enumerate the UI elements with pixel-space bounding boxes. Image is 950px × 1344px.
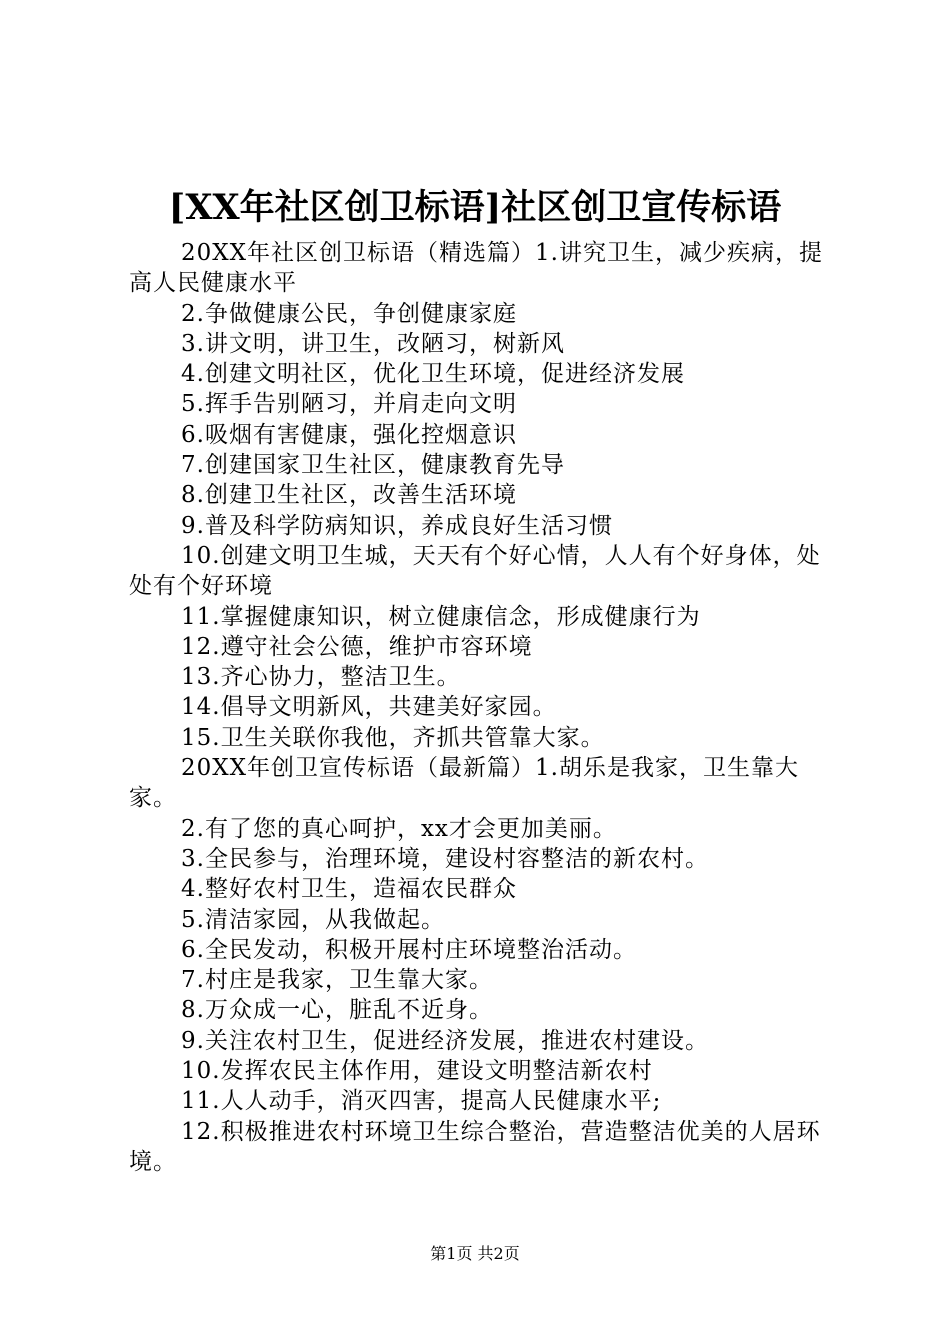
document-body	[129, 238, 829, 1177]
paragraph: 7.创建国家卫生社区，健康教育先导	[181, 452, 565, 479]
paragraph: 3.讲文明，讲卫生，改陋习，树新风	[181, 330, 565, 357]
paragraph: 4.整好农村卫生，造福农民群众	[181, 876, 517, 903]
paragraph: 2.有了您的真心呵护，xx才会更加美丽。	[181, 815, 617, 842]
paragraph: 8.创建卫生社区，改善生活环境	[181, 482, 517, 509]
paragraph: 5.挥手告别陋习，并肩走向文明	[181, 391, 517, 418]
paragraph: 15.卫生关联你我他，齐抓共管靠大家。	[181, 724, 605, 751]
paragraph: 6.全民发动，积极开展村庄环境整治活动。	[181, 936, 637, 963]
document-title: [XX年社区创卫标语]社区创卫宣传标语	[168, 187, 782, 228]
paragraph: 5.清洁家园，从我做起。	[181, 906, 445, 933]
paragraph: 12.遵守社会公德，维护市容环境	[181, 633, 533, 660]
paragraph: 14.倡导文明新风，共建美好家园。	[181, 694, 557, 721]
paragraph: 11.人人动手，消灭四害，提高人民健康水平;	[181, 1088, 662, 1115]
paragraph: 6.吸烟有害健康，强化控烟意识	[181, 421, 517, 448]
paragraph: 20XX年创卫宣传标语（最新篇）1.胡乐是我家，卫生靠大家。	[129, 755, 799, 812]
paragraph: 11.掌握健康知识，树立健康信念，形成健康行为	[181, 603, 701, 630]
paragraph: 12.积极推进农村环境卫生综合整治，营造整洁优美的人居环境。	[129, 1118, 821, 1175]
paragraph: 8.万众成一心，脏乱不近身。	[181, 997, 493, 1024]
paragraph: 4.创建文明社区，优化卫生环境，促进经济发展	[181, 361, 685, 388]
paragraph: 9.普及科学防病知识，养成良好生活习惯	[181, 512, 613, 539]
paragraph: 9.关注农村卫生，促进经济发展，推进农村建设。	[181, 1027, 709, 1054]
paragraph: 10.发挥农民主体作用，建设文明整洁新农村	[181, 1058, 653, 1085]
page-footer: 第1页 共2页	[430, 1244, 520, 1263]
paragraph: 13.齐心协力，整洁卫生。	[181, 664, 461, 691]
paragraph: 3.全民参与，治理环境，建设村容整洁的新农村。	[181, 845, 709, 872]
paragraph: 2.争做健康公民，争创健康家庭	[181, 300, 517, 327]
paragraph: 20XX年社区创卫标语（精选篇）1.讲究卫生，减少疾病，提高人民健康水平	[129, 240, 823, 297]
paragraph: 7.村庄是我家，卫生靠大家。	[181, 967, 493, 994]
paragraph: 10.创建文明卫生城，天天有个好心情，人人有个好身体，处处有个好环境	[129, 542, 821, 600]
